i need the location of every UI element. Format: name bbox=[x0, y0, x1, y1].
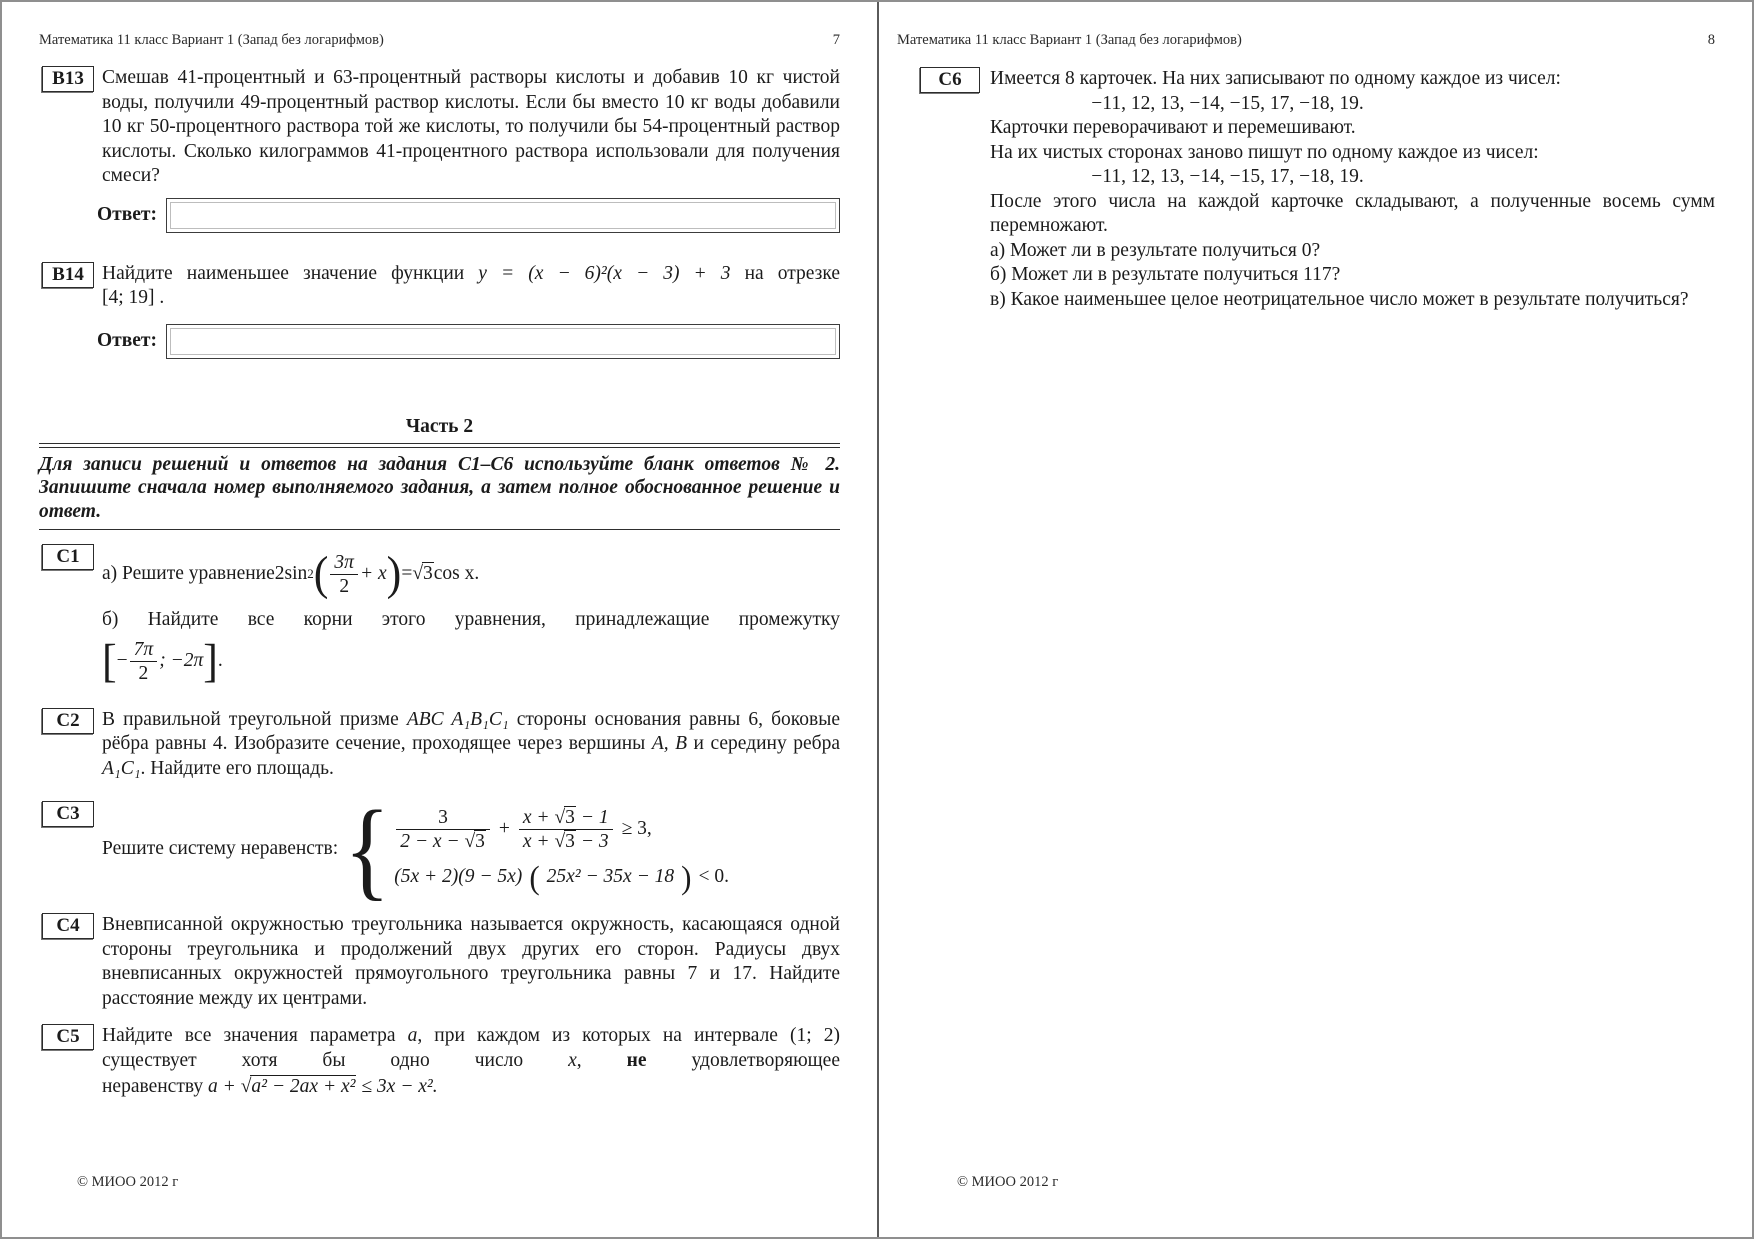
problem-c4 bbox=[39, 913, 840, 1011]
problem-c5 bbox=[39, 1024, 840, 1100]
paren-close: ) bbox=[681, 858, 692, 896]
problem-c6 bbox=[897, 67, 1715, 312]
page-divider bbox=[877, 2, 879, 1237]
c1a-frac-num: 3π bbox=[334, 551, 354, 573]
c2-t4: . Найдите его площадь. bbox=[140, 757, 334, 779]
c3-frac2-den-radicand: 3 bbox=[565, 830, 575, 852]
c5-sqrt bbox=[241, 1075, 357, 1097]
problem-text-b14 bbox=[102, 262, 840, 311]
answer-row-b13 bbox=[97, 198, 840, 233]
c5-relation: ≤ 3x − x². bbox=[356, 1076, 438, 1097]
c1a-frac-den: 2 bbox=[330, 574, 358, 597]
c1b-mid: ; −2π bbox=[159, 650, 204, 672]
c3-frac2-num-radicand: 3 bbox=[565, 806, 575, 828]
c1a-text: а) Решите уравнение bbox=[102, 562, 275, 584]
c6-question-b: б) Может ли в результате получиться 117? bbox=[990, 264, 1341, 285]
c3-frac1-radicand: 3 bbox=[475, 830, 485, 852]
answer-row-b14 bbox=[97, 324, 840, 359]
problem-text-c3 bbox=[102, 786, 840, 910]
c2-edge-vars: A₁C₁ bbox=[102, 757, 141, 779]
c5-f-pre: a + bbox=[208, 1076, 241, 1097]
c3-ineq2-inner: 25x² − 35x − 18 bbox=[546, 866, 675, 888]
c3-frac2-num bbox=[519, 807, 613, 829]
c3-frac2-num-sqrt bbox=[554, 806, 575, 828]
c1a-sqrt bbox=[412, 562, 433, 587]
b14-formula: y = (x − 6)²(x − 3) + 3 bbox=[478, 262, 731, 284]
c5-line3 bbox=[102, 1075, 840, 1100]
c5-u3: удовлетворяющее bbox=[646, 1049, 840, 1071]
c6-numbers-1: −11, 12, 13, −14, −15, 17, −18, 19. bbox=[1091, 92, 1364, 114]
c5-u1: существует хотя бы одно число bbox=[102, 1049, 569, 1071]
system-brace: { bbox=[344, 786, 391, 910]
header-title: Математика 11 класс Вариант 1 (Запад без логарифмов) bbox=[39, 32, 384, 48]
c3-lead: Решите систему неравенств: bbox=[102, 837, 339, 859]
c6-question-c: в) Какое наименьшее целое неотрицательное число может в результате получиться? bbox=[990, 288, 1689, 310]
sqrt-sign: √ bbox=[554, 830, 565, 852]
sqrt-sign: √ bbox=[554, 806, 565, 828]
b14-line1 bbox=[102, 262, 840, 287]
b14-text-pre: Найдите наименьшее значение функции bbox=[102, 262, 479, 284]
c3-system bbox=[102, 786, 840, 910]
sqrt-sign: √ bbox=[412, 562, 423, 584]
big-bracket-close: ] bbox=[203, 635, 218, 687]
problem-text-c5 bbox=[102, 1024, 840, 1100]
sqrt-sign: √ bbox=[464, 830, 475, 852]
problem-text-c1 bbox=[102, 544, 840, 686]
c1a-equals: = bbox=[401, 562, 413, 584]
page-header-right bbox=[897, 32, 1715, 49]
c2-t2: стороны основания равны 6, боковые рёбра равны 4. Изобразите сечение, проходящее через вершины bbox=[102, 708, 840, 754]
page-right bbox=[897, 2, 1715, 312]
header-title: Математика 11 класс Вариант 1 (Запад без логарифмов) bbox=[897, 32, 1242, 48]
c1b-dot: . bbox=[217, 650, 223, 672]
c1b-frac-den: 2 bbox=[130, 661, 158, 684]
answer-box-b13[interactable] bbox=[166, 198, 840, 233]
footer-left: © МИОО 2012 г bbox=[77, 1174, 179, 1190]
problem-c2 bbox=[39, 708, 840, 782]
part2-title: Часть 2 bbox=[405, 415, 474, 437]
problem-label-b14: В14 bbox=[42, 262, 94, 288]
c1b-minus: − bbox=[116, 650, 128, 672]
c6-line6: После этого числа на каждой карточке складывают, а полученные восемь сумм перемножают. bbox=[990, 190, 1715, 236]
problem-label-c4: С4 bbox=[42, 913, 94, 939]
paren-open: ( bbox=[529, 858, 540, 896]
c6-line3: Карточки переворачивают и перемешивают. bbox=[990, 117, 1356, 138]
problem-b14 bbox=[39, 262, 840, 311]
c3-plus: + bbox=[498, 817, 510, 839]
c5-line1 bbox=[102, 1024, 840, 1049]
answer-box-b14[interactable] bbox=[166, 324, 840, 359]
c2-t1: В правильной треугольной призме bbox=[102, 708, 407, 730]
page-header-left bbox=[39, 32, 840, 49]
c2-vertex-vars: A, B bbox=[651, 733, 688, 754]
c3-frac1-num: 3 bbox=[438, 806, 448, 828]
c3-relation-2: < 0. bbox=[698, 866, 729, 888]
c1a-fraction bbox=[330, 552, 358, 597]
page-number: 7 bbox=[832, 32, 840, 48]
c5-radicand: a² − 2ax + x² bbox=[251, 1076, 356, 1097]
c3-frac2 bbox=[519, 807, 613, 852]
c5-line2 bbox=[102, 1049, 840, 1074]
problem-text-c2 bbox=[102, 708, 840, 782]
big-paren-open: ( bbox=[313, 547, 329, 600]
problem-label-c2: С2 bbox=[42, 708, 94, 734]
c1a-function: 2sin bbox=[274, 562, 308, 584]
c3-inequality-1 bbox=[394, 807, 729, 852]
page-number: 8 bbox=[1707, 32, 1715, 48]
problem-label-b13: В13 bbox=[42, 66, 94, 92]
c3-frac2-den-pre: x + bbox=[522, 830, 555, 852]
problem-text-c6 bbox=[990, 67, 1715, 312]
c1b-frac-num: 7π bbox=[133, 639, 154, 660]
big-bracket-open: [ bbox=[102, 635, 117, 687]
c3-frac2-den bbox=[519, 829, 613, 852]
c1b-fraction bbox=[130, 639, 158, 684]
c3-frac2-num-pre: x + bbox=[522, 806, 555, 828]
c3-relation-1: ≥ 3, bbox=[621, 817, 652, 839]
c6-question-a: а) Может ли в результате получиться 0? bbox=[990, 239, 1321, 261]
page-left bbox=[39, 2, 840, 1100]
c2-prism-vars: ABC A₁B₁C₁ bbox=[406, 708, 509, 730]
c6-numbers-2: −11, 12, 13, −14, −15, 17, −18, 19. bbox=[1091, 166, 1364, 187]
c5-u2: , bbox=[576, 1049, 627, 1071]
c3-frac2-den-post: − 3 bbox=[575, 830, 609, 852]
c2-t3: и середину ребра bbox=[687, 733, 840, 754]
c5-var-x: x bbox=[568, 1049, 577, 1071]
c3-ineq2-pre: (5x + 2)(9 − 5x) bbox=[394, 866, 523, 888]
part2-instructions: Для записи решений и ответов на задания С1–С6 используйте бланк ответов № 2. Запишите сначала номер выполняемого задания, а затем полное обоснованное решение и ответ. bbox=[39, 453, 840, 522]
problem-label-c3: С3 bbox=[42, 801, 94, 827]
c6-line4: На их чистых сторонах заново пишут по одному каждое из чисел: bbox=[990, 141, 1539, 163]
c5-t2: , при каждом из которых на интервале (1; 2) bbox=[417, 1025, 840, 1046]
c6-line1: Имеется 8 карточек. На них записывают по одному каждое из чисел: bbox=[990, 68, 1561, 89]
c3-frac1-den bbox=[396, 829, 490, 852]
c1-equation: а) Решите уравнение 2sin 2 ( $\frac{3\pi}{2}$ + x ) = √3 cos x. bbox=[102, 547, 480, 600]
c3-frac2-den-sqrt bbox=[554, 830, 575, 852]
b14-text-post: на отрезке bbox=[730, 262, 840, 284]
c1b-text: б) Найдите все корни этого уравнения, принадлежащие промежутку bbox=[102, 609, 840, 630]
c5-t1: Найдите все значения параметра bbox=[102, 1025, 408, 1046]
problem-c1 bbox=[39, 544, 840, 686]
sqrt-sign: √ bbox=[240, 1076, 251, 1097]
c1a-radicand: 3 bbox=[423, 562, 433, 584]
c5-param-a: a bbox=[407, 1025, 418, 1046]
c3-frac1 bbox=[396, 807, 490, 852]
b14-interval: [4; 19] . bbox=[102, 287, 165, 308]
problem-label-c5: С5 bbox=[42, 1024, 94, 1050]
problem-text-c4: Вневписанной окружностью треугольника называется окружность, касающаяся одной стороны треугольника и продолжений двух других его сторон. Радиусы двух вневписанных окружностей прямоугольного треугольника равны 7 и 17. Найдите расстояние между их центрами. bbox=[102, 914, 840, 1009]
c3-inequality-2 bbox=[394, 858, 729, 896]
big-paren-close: ) bbox=[386, 547, 402, 600]
c1a-cos: cos x. bbox=[433, 562, 480, 584]
rule-single bbox=[39, 529, 840, 530]
c3-frac1-sqrt bbox=[464, 830, 485, 852]
c3-frac1-den-pre: 2 − x − bbox=[400, 830, 465, 852]
c1b-range bbox=[102, 635, 840, 687]
footer-right: © МИОО 2012 г bbox=[957, 1174, 1059, 1190]
c1a-plus-x: + x bbox=[359, 562, 387, 584]
problem-b13 bbox=[39, 66, 840, 189]
answer-label-b13: Ответ: bbox=[97, 204, 158, 225]
c5-f-lead: неравенству bbox=[102, 1076, 209, 1097]
problem-label-c1: С1 bbox=[42, 544, 94, 570]
problem-label-c6: С6 bbox=[920, 67, 980, 93]
problem-c3 bbox=[39, 786, 840, 910]
c3-frac2-num-post: − 1 bbox=[575, 806, 609, 828]
answer-label-b14: Ответ: bbox=[97, 330, 158, 351]
c5-not-bold: не bbox=[626, 1049, 647, 1071]
problem-text-b13: Смешав 41-процентный и 63-процентный растворы кислоты и добавив 10 кг чистой воды, получили 49-процентный раствор кислоты. Если бы вместо 10 кг воды добавили 10 кг 50-процентного раствора той же кислоты, то получили бы 54-процентный раствор кислоты. Сколько килограммов 41-процентного раствора использовали для получения смеси? bbox=[102, 67, 840, 186]
c3-inequalities bbox=[394, 806, 729, 896]
